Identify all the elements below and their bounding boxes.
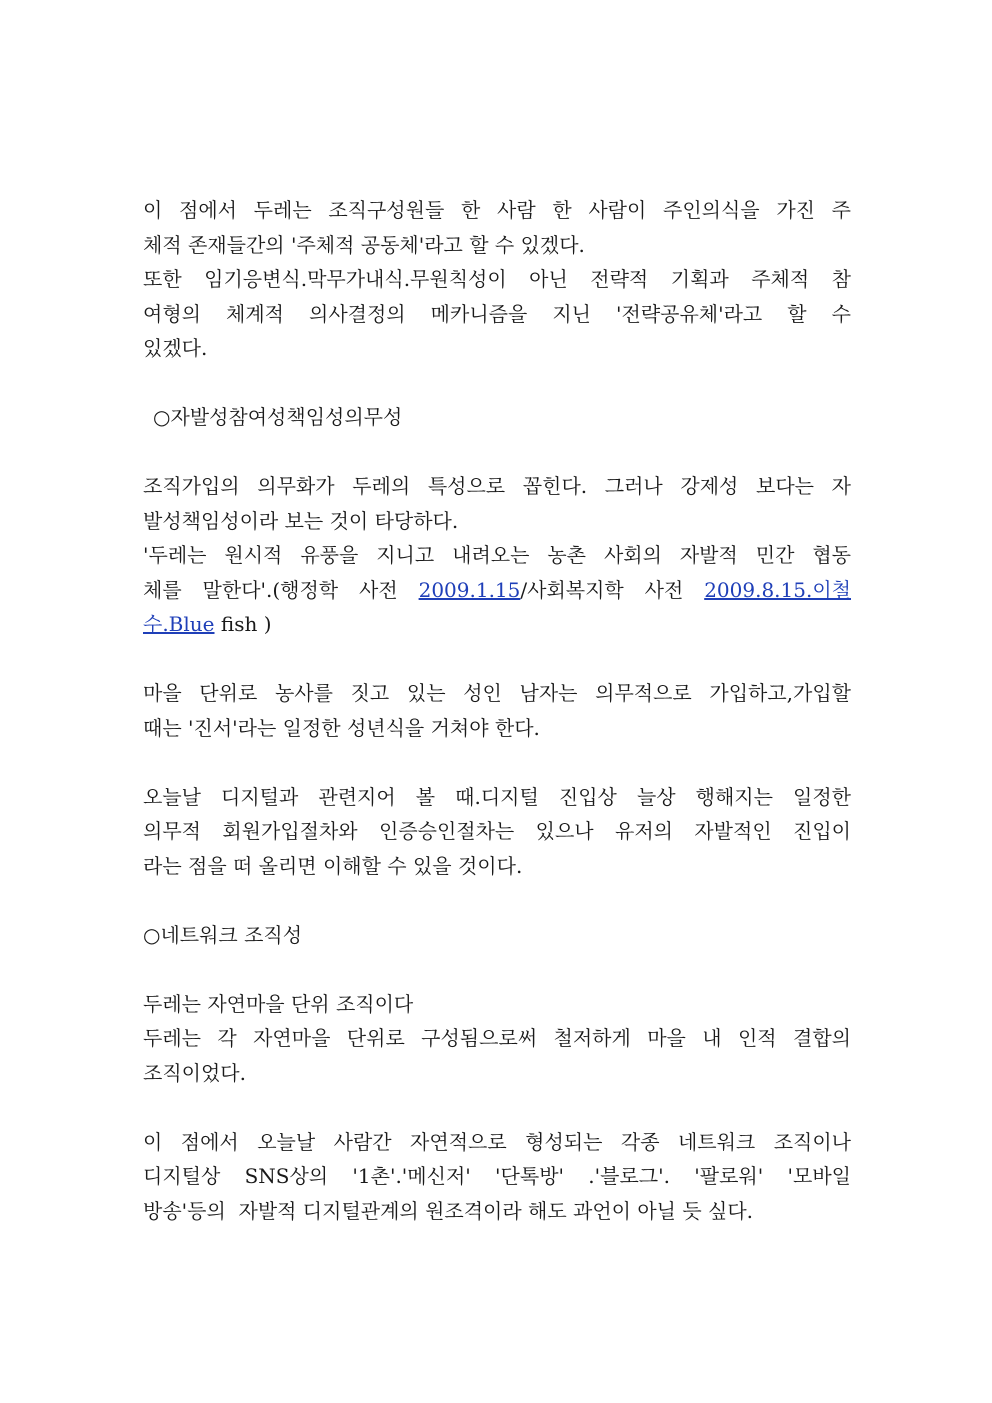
spacer <box>143 952 851 987</box>
spacer <box>143 642 851 677</box>
date-link[interactable]: 2009.8.15.이철 <box>704 577 851 602</box>
paragraph-line: '두레는 원시적 유풍을 지니고 내려오는 농촌 사회의 자발적 민간 협동 <box>143 543 851 567</box>
paragraph-line: 두레는 각 자연마을 단위로 구성됨으로써 철저하게 마을 내 인적 결합의 <box>143 1026 851 1050</box>
paragraph-line: 의무적 회원가입절차와 인증승인절차는 있으나 유저의 자발적인 진입이 <box>143 819 851 843</box>
citation-text: fish ) <box>214 612 272 636</box>
section-heading: ○네트워크 조직성 <box>143 922 303 947</box>
paragraph-line: 이 점에서 오늘날 사람간 자연적으로 형성되는 각종 네트워크 조직이나 <box>143 1129 851 1154</box>
paragraph-line: 여형의 체계적 의사결정의 메카니즘을 지닌 '전략공유체'라고 할 수 <box>143 301 851 326</box>
paragraph-line-with-links <box>143 573 851 608</box>
paragraph-line: 마을 단위로 농사를 짓고 있는 성인 남자는 의무적으로 가입하고,가입할 <box>143 681 851 705</box>
paragraph-line: 또한 임기응변식.막무가내식.무원칙성이 아닌 전략적 기획과 주체적 참 <box>143 267 851 291</box>
paragraph-line-with-links <box>143 607 851 642</box>
spacer <box>143 366 851 401</box>
citation-text: 체를 말한다'.(행정학 사전 <box>143 577 419 602</box>
paragraph-line: 오늘날 디지털과 관련지어 볼 때.디지털 진입상 늘상 행해지는 일정한 <box>143 784 851 809</box>
spacer <box>143 745 851 780</box>
paragraph-line: 발성책임성이라 보는 것이 타당하다. <box>143 508 459 533</box>
section-heading: ○자발성참여성책임성의무성 <box>153 405 403 429</box>
date-link-continuation[interactable]: 수.Blue <box>143 612 215 636</box>
paragraph-line: 두레는 자연마을 단위 조직이다 <box>143 991 414 1016</box>
paragraph-line: 있겠다. <box>143 336 208 360</box>
paragraph-line: 이 점에서 두레는 조직구성원들 한 사람 한 사람이 주인의식을 가진 주 <box>143 198 851 222</box>
spacer <box>143 883 851 918</box>
paragraph-line: 라는 점을 떠 올리면 이해할 수 있을 것이다. <box>143 853 523 878</box>
document-page <box>143 193 851 1228</box>
spacer <box>143 435 851 470</box>
spacer <box>143 1090 851 1125</box>
paragraph-line: 때는 '진서'라는 일정한 성년식을 거쳐야 한다. <box>143 715 540 740</box>
paragraph-line: 조직가입의 의무화가 두레의 특성으로 꼽힌다. 그러나 강제성 보다는 자 <box>143 474 851 498</box>
paragraph-line: 조직이었다. <box>143 1060 246 1085</box>
paragraph-line: 방송'등의 자발적 디지털관계의 원조격이라 해도 과언이 아닐 듯 싶다. <box>143 1198 754 1223</box>
citation-text: /사회복지학 사전 <box>520 577 705 602</box>
paragraph-line: 체적 존재들간의 '주체적 공동체'라고 할 수 있겠다. <box>143 232 585 257</box>
paragraph-line: 디지털상 SNS상의 '1촌'.'메신저' '단톡방' .'블로그'. '팔로워' '모바일 <box>143 1164 851 1188</box>
date-link[interactable]: 2009.1.15 <box>418 577 521 602</box>
